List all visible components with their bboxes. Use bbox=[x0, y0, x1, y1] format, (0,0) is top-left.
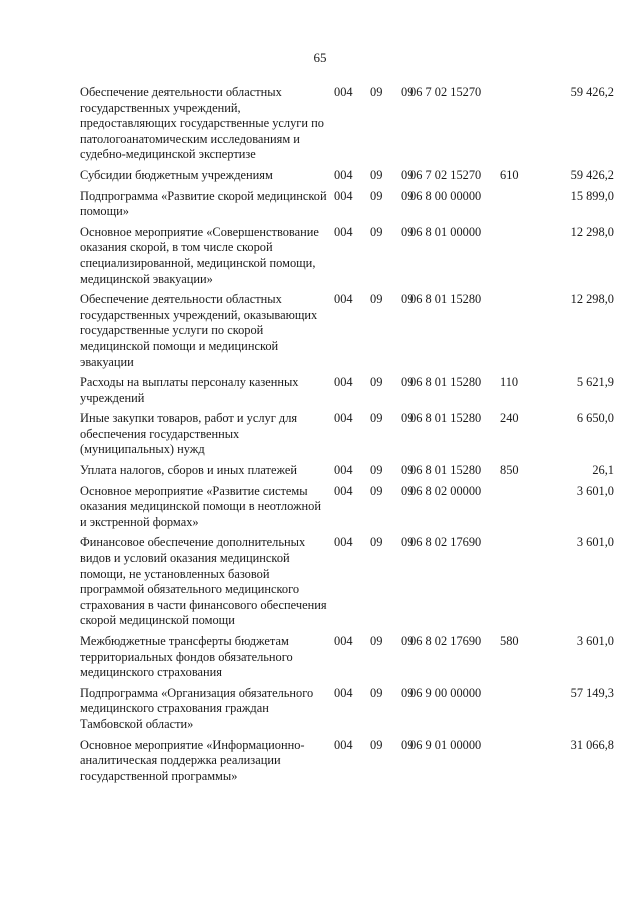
row-name: Основное мероприятие «Информационно-аналитическая поддержка реализации государственной программы» bbox=[80, 737, 305, 783]
row-ved: 004 bbox=[334, 463, 353, 478]
row-vr: 110 bbox=[500, 375, 519, 390]
row-rz: 09 bbox=[370, 224, 383, 239]
row-pr: 09 bbox=[401, 167, 414, 182]
row-rz: 09 bbox=[370, 483, 383, 498]
row-name: Подпрограмма «Развитие скорой медицинской помощи» bbox=[80, 188, 327, 219]
table-row bbox=[80, 85, 614, 163]
table-row bbox=[80, 484, 614, 531]
row-sum: 3 601,0 bbox=[576, 634, 614, 648]
table-row bbox=[80, 168, 614, 184]
row-sum: 6 650,0 bbox=[576, 411, 614, 426]
row-name: Обеспечение деятельности областных государственных учреждений, оказывающих государственные услуги по скорой медицинской помощи и медицинской эвакуации bbox=[80, 292, 318, 369]
row-sum: 59 426,2 bbox=[570, 85, 614, 99]
table-row bbox=[80, 411, 614, 458]
row-vr: 610 bbox=[500, 167, 519, 182]
row-rz: 09 bbox=[370, 634, 383, 648]
row-csr: 06 8 00 00000 bbox=[410, 188, 482, 203]
row-name: Расходы на выплаты персоналу казенных учреждений bbox=[80, 375, 299, 405]
row-pr: 09 bbox=[401, 685, 414, 700]
row-sum: 3 601,0 bbox=[576, 535, 614, 550]
table-row bbox=[80, 225, 614, 287]
row-name: Основное мероприятие «Совершенствование оказания скорой, в том числе скорой специализированной, медицинской помощи, медицинской эвакуации» bbox=[80, 224, 319, 286]
row-csr: 06 8 02 17690 bbox=[410, 634, 482, 648]
row-pr: 09 bbox=[401, 411, 414, 426]
row-rz: 09 bbox=[370, 167, 383, 182]
row-sum: 59 426,2 bbox=[570, 167, 614, 182]
row-sum: 12 298,0 bbox=[570, 292, 614, 307]
row-pr: 09 bbox=[401, 483, 414, 498]
row-name: Межбюджетные трансферты бюджетам территориальных фондов обязательного медицинского страхования bbox=[80, 634, 293, 680]
row-rz: 09 bbox=[370, 685, 383, 700]
row-csr: 06 8 01 15280 bbox=[410, 375, 482, 390]
row-ved: 004 bbox=[334, 411, 353, 426]
row-vr: 240 bbox=[500, 411, 519, 426]
row-ved: 004 bbox=[334, 737, 353, 752]
row-ved: 004 bbox=[334, 685, 353, 700]
row-sum: 57 149,3 bbox=[570, 685, 614, 700]
row-sum: 3 601,0 bbox=[576, 483, 614, 498]
row-name: Субсидии бюджетным учреждениям bbox=[80, 167, 273, 182]
table-row bbox=[80, 463, 614, 479]
row-sum: 12 298,0 bbox=[570, 224, 614, 239]
table-row bbox=[80, 634, 614, 681]
row-rz: 09 bbox=[370, 535, 383, 550]
row-rz: 09 bbox=[370, 463, 383, 478]
row-csr: 06 8 01 15280 bbox=[410, 411, 482, 426]
table-row bbox=[80, 535, 614, 629]
row-name: Обеспечение деятельности областных государственных учреждений, предоставляющих государственные услуги по патологоанатомическим исследованиям и судебно-медицинской экспертизе bbox=[80, 85, 324, 162]
row-ved: 004 bbox=[334, 292, 353, 307]
row-pr: 09 bbox=[401, 634, 414, 648]
row-ved: 004 bbox=[334, 188, 353, 203]
row-csr: 06 9 00 00000 bbox=[410, 685, 482, 700]
row-csr: 06 7 02 15270 bbox=[410, 167, 482, 182]
row-rz: 09 bbox=[370, 85, 383, 99]
row-sum: 5 621,9 bbox=[576, 375, 614, 390]
row-csr: 06 8 01 15280 bbox=[410, 292, 482, 307]
row-pr: 09 bbox=[401, 188, 414, 203]
row-pr: 09 bbox=[401, 292, 414, 307]
row-name: Основное мероприятие «Развитие системы оказания медицинской помощи в неотложной и экстренной формах» bbox=[80, 483, 321, 529]
row-vr: 850 bbox=[500, 463, 519, 478]
row-rz: 09 bbox=[370, 188, 383, 203]
row-name: Иные закупки товаров, работ и услуг для обеспечения государственных (муниципальных) нужд bbox=[80, 411, 298, 457]
row-sum: 31 066,8 bbox=[570, 737, 614, 752]
row-rz: 09 bbox=[370, 375, 383, 390]
row-rz: 09 bbox=[370, 292, 383, 307]
row-csr: 06 8 01 00000 bbox=[410, 224, 482, 239]
table-row bbox=[80, 686, 614, 733]
row-csr: 06 8 02 00000 bbox=[410, 483, 482, 498]
row-ved: 004 bbox=[334, 375, 353, 390]
row-sum: 26,1 bbox=[592, 463, 614, 478]
row-name: Уплата налогов, сборов и иных платежей bbox=[80, 463, 298, 478]
row-ved: 004 bbox=[334, 535, 353, 550]
row-pr: 09 bbox=[401, 535, 414, 550]
row-pr: 09 bbox=[401, 85, 414, 99]
row-pr: 09 bbox=[401, 224, 414, 239]
table-row bbox=[80, 375, 614, 406]
row-name: Подпрограмма «Организация обязательного медицинского страхования граждан Тамбовской области» bbox=[80, 685, 314, 731]
row-rz: 09 bbox=[370, 737, 383, 752]
row-vr: 580 bbox=[500, 634, 519, 648]
row-ved: 004 bbox=[334, 483, 353, 498]
row-name: Финансовое обеспечение дополнительных видов и условий оказания медицинской помощи, не установленных базовой программой обязательного медицинского страхования в части финансового обеспечения скорой медицинской помощи bbox=[80, 535, 327, 628]
table-row bbox=[80, 738, 614, 785]
page-number: 65 bbox=[313, 50, 327, 65]
row-pr: 09 bbox=[401, 375, 414, 390]
table-row bbox=[80, 189, 614, 220]
row-csr: 06 8 02 17690 bbox=[410, 535, 482, 550]
row-pr: 09 bbox=[401, 463, 414, 478]
row-pr: 09 bbox=[401, 737, 414, 752]
row-sum: 15 899,0 bbox=[570, 188, 614, 203]
row-csr: 06 7 02 15270 bbox=[410, 85, 482, 99]
row-csr: 06 9 01 00000 bbox=[410, 737, 482, 752]
row-ved: 004 bbox=[334, 85, 353, 99]
row-ved: 004 bbox=[334, 167, 353, 182]
table-row bbox=[80, 292, 614, 370]
row-ved: 004 bbox=[334, 224, 353, 239]
row-ved: 004 bbox=[334, 634, 353, 648]
row-csr: 06 8 01 15280 bbox=[410, 463, 482, 478]
budget-table bbox=[80, 85, 614, 789]
row-rz: 09 bbox=[370, 411, 383, 426]
